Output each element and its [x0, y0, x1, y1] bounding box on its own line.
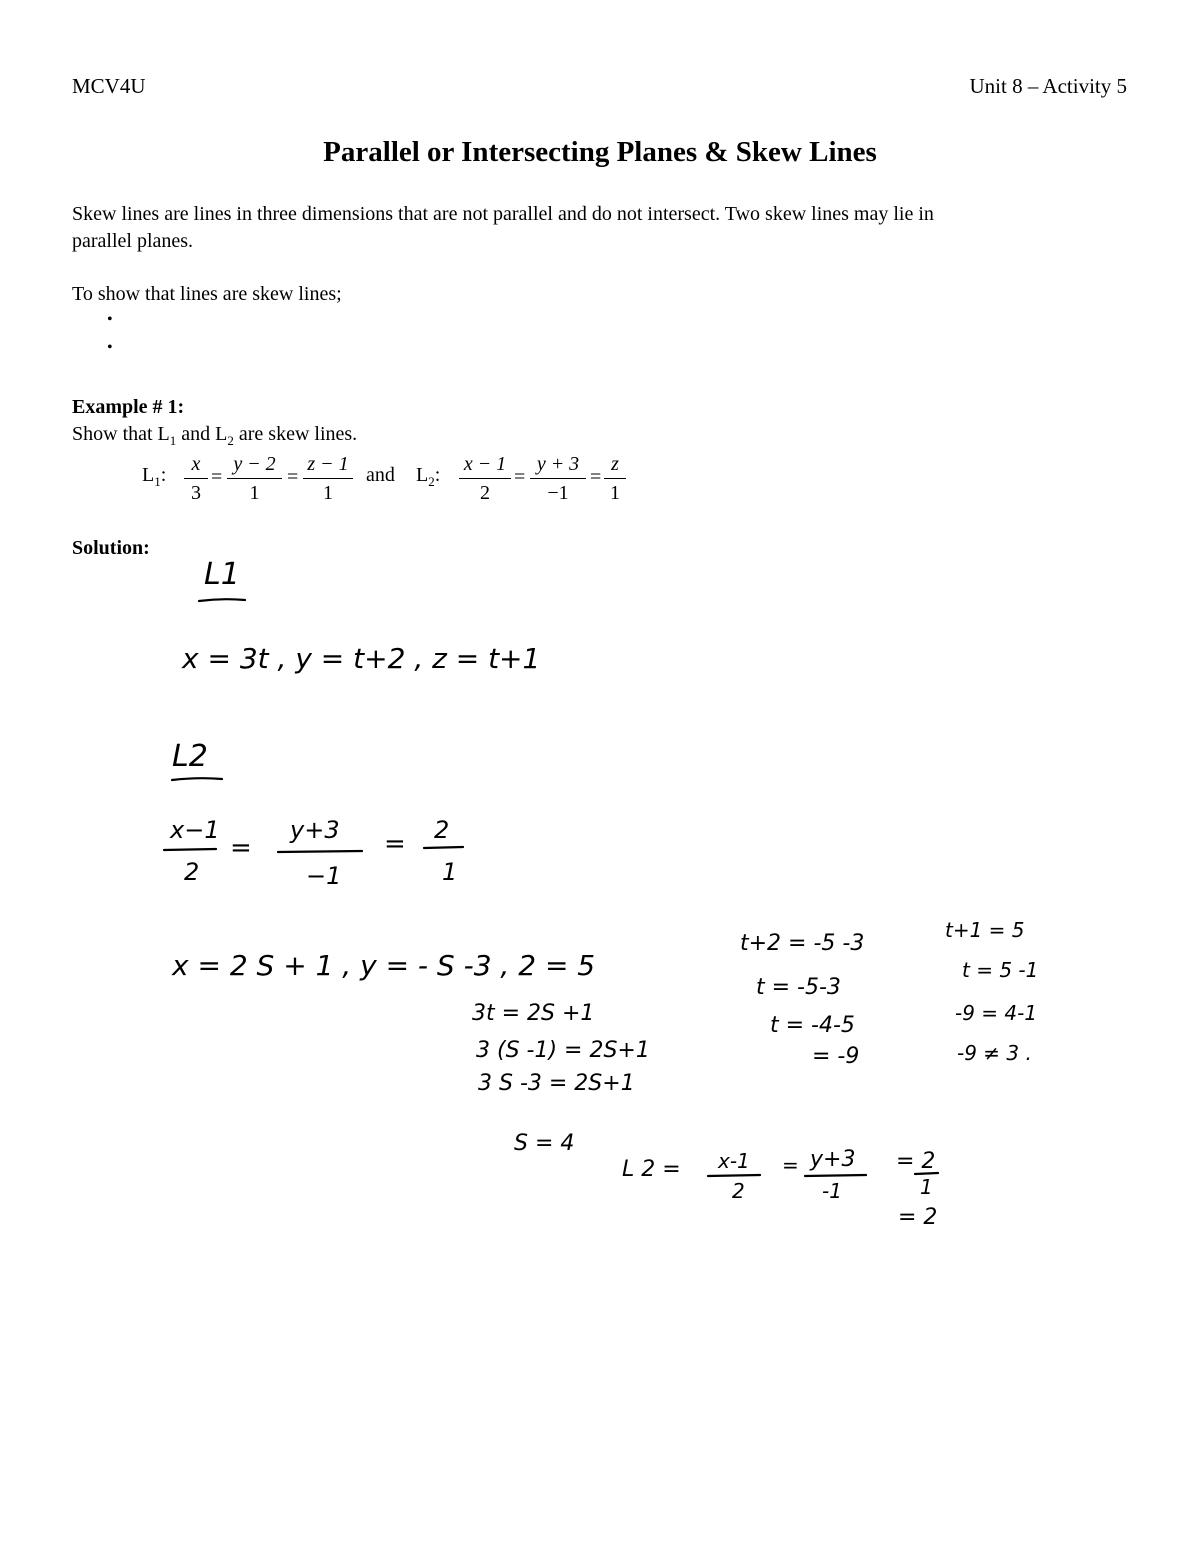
hw-bottom-frac1-den: 2 — [732, 1179, 745, 1203]
hw-frac1-num: x−1 — [170, 816, 220, 844]
hw-frac2-num: y+3 — [290, 816, 340, 844]
bullet-2: • — [107, 339, 113, 356]
example-prompt: Show that $L_1$ and $L_2$ are skew lines. — [72, 423, 358, 448]
hw-bottom-frac2-num: y+3 — [810, 1147, 856, 1172]
hw-equals: = — [384, 829, 406, 859]
l1-fraction-z: z − 1 1 — [303, 452, 353, 505]
hw-work3-line: -9 ≠ 3 . — [957, 1041, 1032, 1065]
hw-l2-param: x = 2 S + 1 , y = - S -3 , 2 = 5 — [172, 949, 596, 982]
hw-bottom-lead: L 2 = — [622, 1157, 681, 1182]
hw-l2-heading: L2 — [172, 739, 208, 774]
hw-l1-heading: L1 — [204, 557, 240, 592]
hw-frac1-bar — [164, 849, 216, 850]
hw-work1-line: 3 S -3 = 2S+1 — [478, 1071, 635, 1096]
hw-work1-line: 3t = 2S +1 — [472, 1001, 595, 1026]
page-title: Parallel or Intersecting Planes & Skew Lines — [323, 136, 877, 168]
hw-l2-underline — [172, 778, 222, 780]
hw-work3-line: t = 5 -1 — [962, 958, 1039, 982]
intro-line-1: Skew lines are lines in three dimensions that are not parallel and do not intersect. Two skew lines may lie in — [72, 203, 934, 225]
hw-frac1-den: 2 — [184, 858, 200, 886]
hw-work2-line: = -9 — [812, 1044, 860, 1069]
hw-l1-underline — [199, 599, 245, 601]
example-heading: Example # 1: — [72, 396, 185, 418]
hw-bottom-frac1-bar — [708, 1175, 760, 1176]
hw-bottom-eq: = — [782, 1153, 799, 1177]
hw-frac2-bar — [278, 851, 362, 852]
l1-label: $L_1$: — [142, 464, 167, 489]
hw-bottom-tail: = 2 — [898, 1205, 938, 1230]
equals-sign: = — [590, 466, 602, 488]
l2-label: $L_2$: — [416, 464, 441, 489]
hw-work2-line: t = -4-5 — [770, 1013, 855, 1038]
l2-fraction-z: z 1 — [604, 452, 626, 505]
and-word: and — [366, 464, 395, 486]
hw-work1-line: 3 (S -1) = 2S+1 — [476, 1038, 650, 1063]
to-show-text: To show that lines are skew lines; — [72, 283, 342, 305]
hw-l1-param: x = 3t , y = t+2 , z = t+1 — [182, 642, 541, 675]
hw-frac2-den: −1 — [306, 862, 342, 890]
l2-fraction-y: y + 3 −1 — [530, 452, 586, 505]
hw-work3-line: t+1 = 5 — [945, 918, 1025, 942]
hw-work3-line: -9 = 4-1 — [955, 1001, 1038, 1025]
hw-frac3-bar — [424, 847, 463, 848]
hw-bottom-frac2-den: -1 — [822, 1179, 842, 1203]
course-code: MCV4U — [72, 74, 146, 98]
hw-equals: = — [230, 833, 252, 863]
bullet-1: • — [107, 311, 113, 328]
hw-work1-line: S = 4 — [514, 1131, 575, 1156]
hw-frac3-num: 2 — [434, 816, 450, 844]
hw-work2-line: t = -5-3 — [756, 975, 841, 1000]
equals-sign: = — [211, 466, 223, 488]
hw-bottom-frac2-bar — [805, 1175, 866, 1176]
solution-label: Solution: — [72, 537, 150, 559]
hw-bottom-frac3-num: = 2 — [896, 1149, 936, 1174]
hw-bottom-frac3-den: 1 — [920, 1175, 933, 1199]
l2-fraction-x: x − 1 2 — [459, 452, 511, 505]
l1-fraction-y: y − 2 1 — [227, 452, 282, 505]
hw-frac3-den: 1 — [442, 858, 458, 886]
hw-bottom-frac3-bar — [915, 1173, 938, 1174]
unit-activity: Unit 8 – Activity 5 — [969, 74, 1127, 98]
hw-bottom-frac1-num: x-1 — [718, 1149, 750, 1173]
hw-work2-line: t+2 = -5 -3 — [740, 931, 865, 956]
equals-sign: = — [514, 466, 526, 488]
intro-line-2: parallel planes. — [72, 230, 194, 252]
l1-fraction-x: x 3 — [184, 452, 208, 505]
equals-sign: = — [287, 466, 299, 488]
